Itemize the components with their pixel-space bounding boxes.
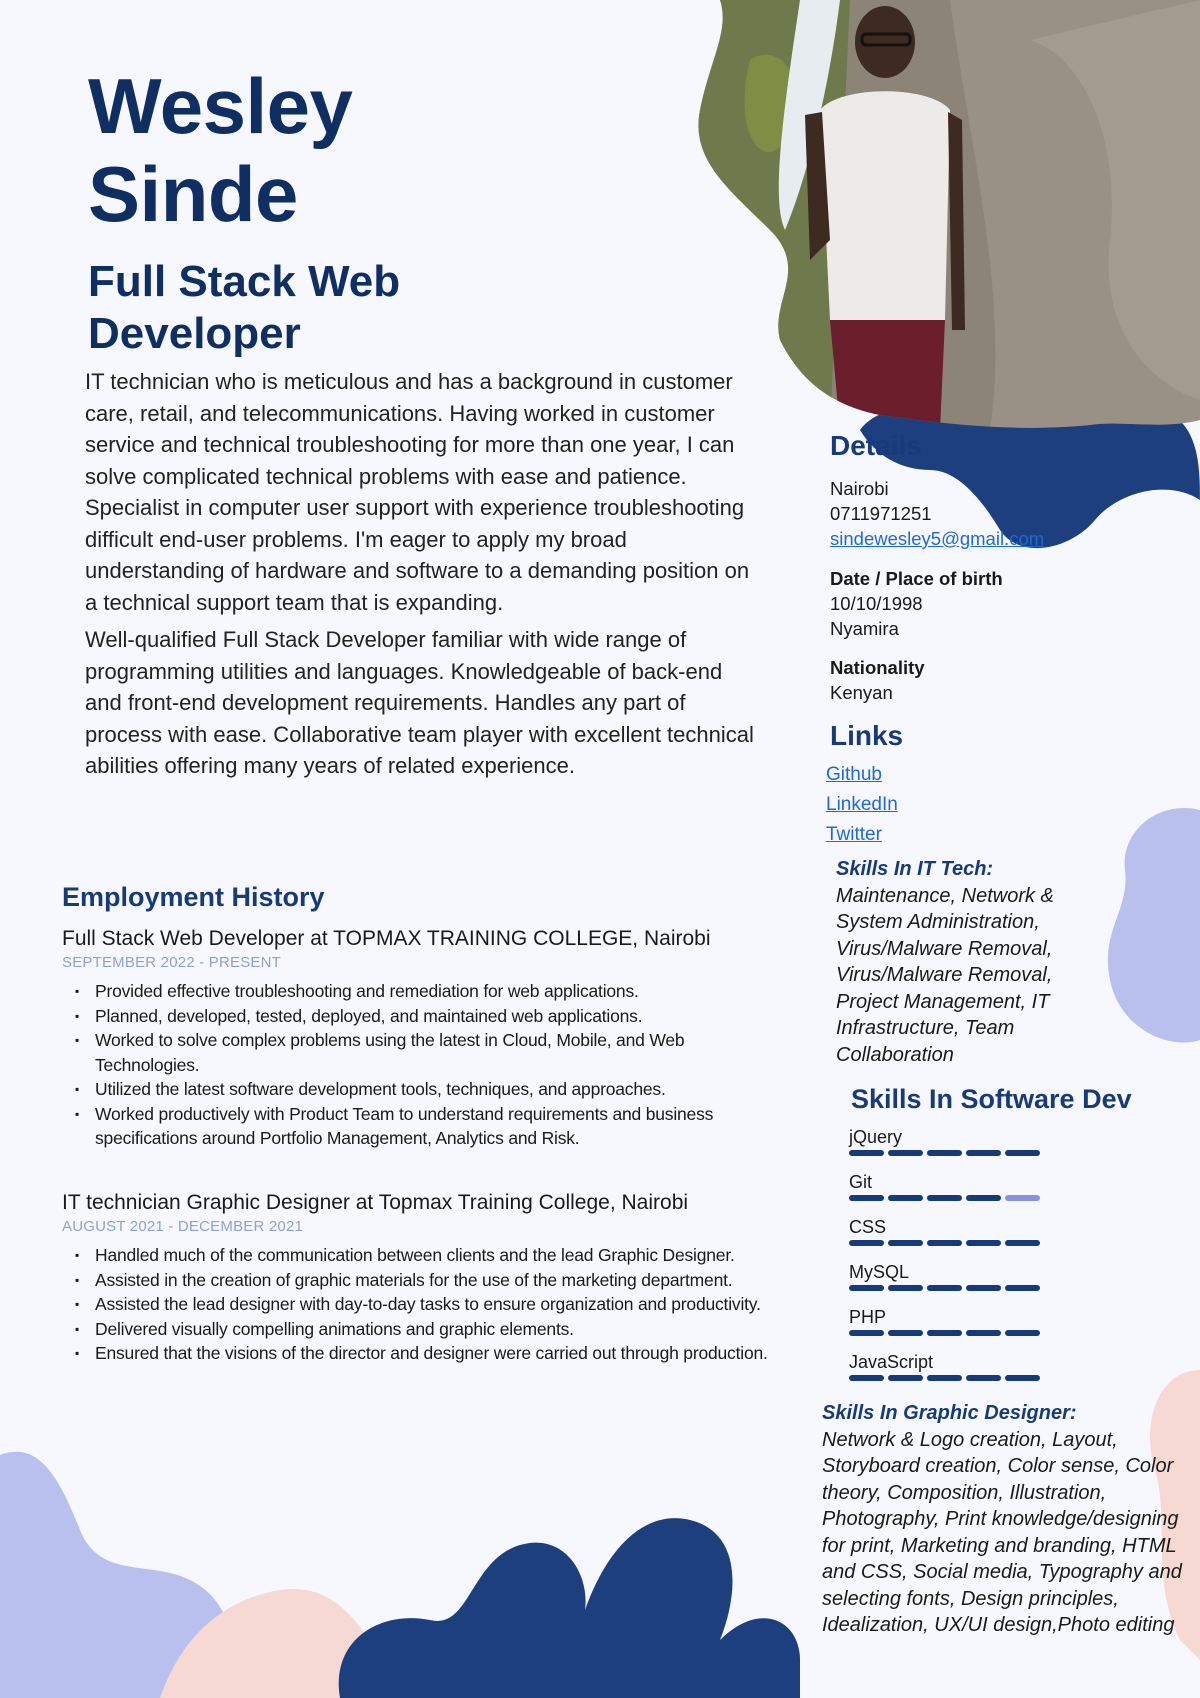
contact-details bbox=[830, 476, 1044, 551]
skill-level-bar bbox=[849, 1285, 1049, 1291]
skill-level-segment bbox=[849, 1240, 884, 1246]
job-bullet: ▪ Delivered visually compelling animations and graphic elements. bbox=[95, 1317, 792, 1342]
birth-details bbox=[830, 566, 1003, 641]
job-entry-title: Full Stack Web Developer at TOPMAX TRAINING COLLEGE, Nairobi bbox=[62, 927, 711, 950]
skill-level-segment bbox=[888, 1240, 923, 1246]
skill-level-bar bbox=[849, 1195, 1049, 1201]
job-entry-date: AUGUST 2021 - DECEMBER 2021 bbox=[62, 1218, 304, 1235]
skill-level-segment bbox=[849, 1150, 884, 1156]
skill-level-segment bbox=[927, 1285, 962, 1291]
skill-level-segment bbox=[849, 1285, 884, 1291]
job-entry-title: IT technician Graphic Designer at Topmax Training College, Nairobi bbox=[62, 1191, 689, 1214]
job-entry-date: SEPTEMBER 2022 - PRESENT bbox=[62, 954, 282, 971]
skill-level-segment bbox=[1005, 1375, 1040, 1381]
nationality: Kenyan bbox=[830, 682, 893, 703]
candidate-name bbox=[88, 62, 352, 238]
skill-level-segment bbox=[1005, 1330, 1040, 1336]
skill-level-segment bbox=[1005, 1195, 1040, 1201]
job-bullet: ▪ Handled much of the communication between clients and the lead Graphic Designer. bbox=[95, 1243, 792, 1268]
job-bullets bbox=[62, 979, 792, 1151]
details-heading: Details bbox=[830, 430, 922, 461]
skill-item bbox=[849, 1304, 1049, 1349]
job-bullet: ▪ Assisted the lead designer with day-to-day tasks to ensure organization and productivity. bbox=[95, 1292, 792, 1317]
skill-item bbox=[849, 1214, 1049, 1259]
profile-photo bbox=[690, 0, 1200, 430]
skill-level-segment bbox=[966, 1150, 1001, 1156]
job-bullets bbox=[62, 1243, 792, 1366]
skill-level-bar bbox=[849, 1150, 1049, 1156]
job-bullet: ▪ Assisted in the creation of graphic materials for the use of the marketing department. bbox=[95, 1268, 792, 1293]
skill-level-segment bbox=[888, 1285, 923, 1291]
skill-level-segment bbox=[849, 1195, 884, 1201]
skill-level-segment bbox=[888, 1150, 923, 1156]
nationality-details bbox=[830, 655, 925, 705]
skill-level-segment bbox=[888, 1375, 923, 1381]
summary-paragraph: IT technician who is meticulous and has a background in customer care, retail, and telecommunications. Having worked in customer service and technical troubleshooting for more than one year, I can solve complicated technical problems with ease and patience. Specialist in computer user support with experience troubleshooting difficult end-user problems. I'm eager to apply my broad understanding of hardware and software to a demanding position on a technical support team that is expanding. bbox=[85, 369, 750, 615]
twitter-link[interactable]: Twitter bbox=[826, 824, 882, 845]
github-link[interactable]: Github bbox=[826, 764, 882, 785]
lavender-blob-right bbox=[1108, 808, 1200, 1042]
skill-level-segment bbox=[927, 1195, 962, 1201]
skill-item bbox=[849, 1259, 1049, 1304]
skill-level-bar bbox=[849, 1330, 1049, 1336]
skill-name: CSS bbox=[849, 1217, 887, 1237]
job-bullet: ▪ Planned, developed, tested, deployed, and maintained web applications. bbox=[95, 1004, 792, 1029]
job-entry bbox=[62, 927, 792, 1151]
summary-paragraph: Well-qualified Full Stack Developer familiar with wide range of programming utilities and languages. Knowledgeable of back-end and front-end development requirements. Handles any part of process with ease. Collaborative team player with excellent technical abilities offering many years of related experience. bbox=[85, 627, 754, 778]
skill-level-segment bbox=[849, 1330, 884, 1336]
skill-name: MySQL bbox=[849, 1262, 910, 1282]
it-skills-text: Maintenance, Network & System Administration, Virus/Malware Removal, Virus/Malware Removal, Project Management, IT Infrastructure, Team Collaboration bbox=[836, 884, 1054, 1066]
links-heading: Links bbox=[830, 720, 904, 751]
skill-level-segment bbox=[927, 1330, 962, 1336]
skill-item bbox=[849, 1124, 1049, 1169]
job-title bbox=[88, 256, 400, 360]
skill-level-segment bbox=[927, 1150, 962, 1156]
skill-level-segment bbox=[966, 1330, 1001, 1336]
job-bullet: ▪ Worked to solve complex problems using the latest in Cloud, Mobile, and Web Technologies. bbox=[95, 1028, 792, 1077]
birth-date: 10/10/1998 bbox=[830, 593, 923, 614]
skill-name: PHP bbox=[849, 1307, 887, 1327]
software-skills-list bbox=[849, 1124, 1049, 1394]
skill-level-segment bbox=[1005, 1240, 1040, 1246]
skill-level-segment bbox=[966, 1375, 1001, 1381]
software-skills-heading: Skills In Software Dev bbox=[851, 1084, 1132, 1114]
skill-level-bar bbox=[849, 1240, 1049, 1246]
links-list bbox=[826, 760, 898, 850]
first-name: Wesley bbox=[88, 62, 353, 150]
job-bullet: ▪ Provided effective troubleshooting and remediation for web applications. bbox=[95, 979, 792, 1004]
skill-item bbox=[849, 1349, 1049, 1394]
graphic-skills-label: Skills In Graphic Designer: bbox=[822, 1402, 1077, 1424]
skill-level-segment bbox=[927, 1375, 962, 1381]
skill-level-segment bbox=[1005, 1150, 1040, 1156]
skill-name: JavaScript bbox=[849, 1352, 934, 1372]
profile-summary bbox=[85, 366, 755, 788]
job-title-line2: Developer bbox=[88, 309, 301, 358]
phone-number: 0711971251 bbox=[830, 503, 932, 524]
birth-label: Date / Place of birth bbox=[830, 568, 1003, 589]
skill-level-bar bbox=[849, 1375, 1049, 1381]
skill-level-segment bbox=[888, 1195, 923, 1201]
linkedin-link[interactable]: LinkedIn bbox=[826, 794, 898, 815]
city: Nairobi bbox=[830, 478, 889, 499]
job-bullet: ▪ Worked productively with Product Team to understand requirements and business specifications around Portfolio Management, Analytics and Risk. bbox=[95, 1102, 792, 1151]
skill-name: Git bbox=[849, 1172, 873, 1192]
it-skills-label: Skills In IT Tech: bbox=[836, 858, 994, 880]
skill-level-segment bbox=[849, 1375, 884, 1381]
skill-level-segment bbox=[966, 1285, 1001, 1291]
skill-level-segment bbox=[888, 1330, 923, 1336]
skill-level-segment bbox=[1005, 1285, 1040, 1291]
email-link[interactable]: sindewesley5@gmail.com bbox=[830, 528, 1045, 549]
skill-level-segment bbox=[966, 1195, 1001, 1201]
skill-level-segment bbox=[966, 1240, 1001, 1246]
navy-splash-bottom bbox=[339, 1518, 800, 1698]
skill-item bbox=[849, 1169, 1049, 1214]
graphic-skills-text: Network & Logo creation, Layout, Storyboard creation, Color sense, Color theory, Composition, Illustration, Photography, Print knowledge/designing for print, Marketing and branding, HTML and CSS, Social media, Typography and selecting fonts, Design principles, Idealization, UX/UI design,Photo editing bbox=[822, 1428, 1182, 1636]
birth-place: Nyamira bbox=[830, 618, 899, 639]
job-entry bbox=[62, 1191, 792, 1366]
last-name: Sinde bbox=[88, 150, 298, 238]
job-title-line1: Full Stack Web bbox=[88, 257, 401, 306]
graphic-skills bbox=[822, 1400, 1192, 1639]
job-bullet: ▪ Ensured that the visions of the director and designer were carried out through production. bbox=[95, 1341, 792, 1366]
nationality-label: Nationality bbox=[830, 657, 925, 678]
skill-name: jQuery bbox=[849, 1127, 903, 1147]
skill-level-segment bbox=[927, 1240, 962, 1246]
job-bullet: ▪ Utilized the latest software development tools, techniques, and approaches. bbox=[95, 1077, 792, 1102]
it-skills bbox=[836, 856, 1106, 1068]
employment-heading: Employment History bbox=[62, 882, 325, 912]
